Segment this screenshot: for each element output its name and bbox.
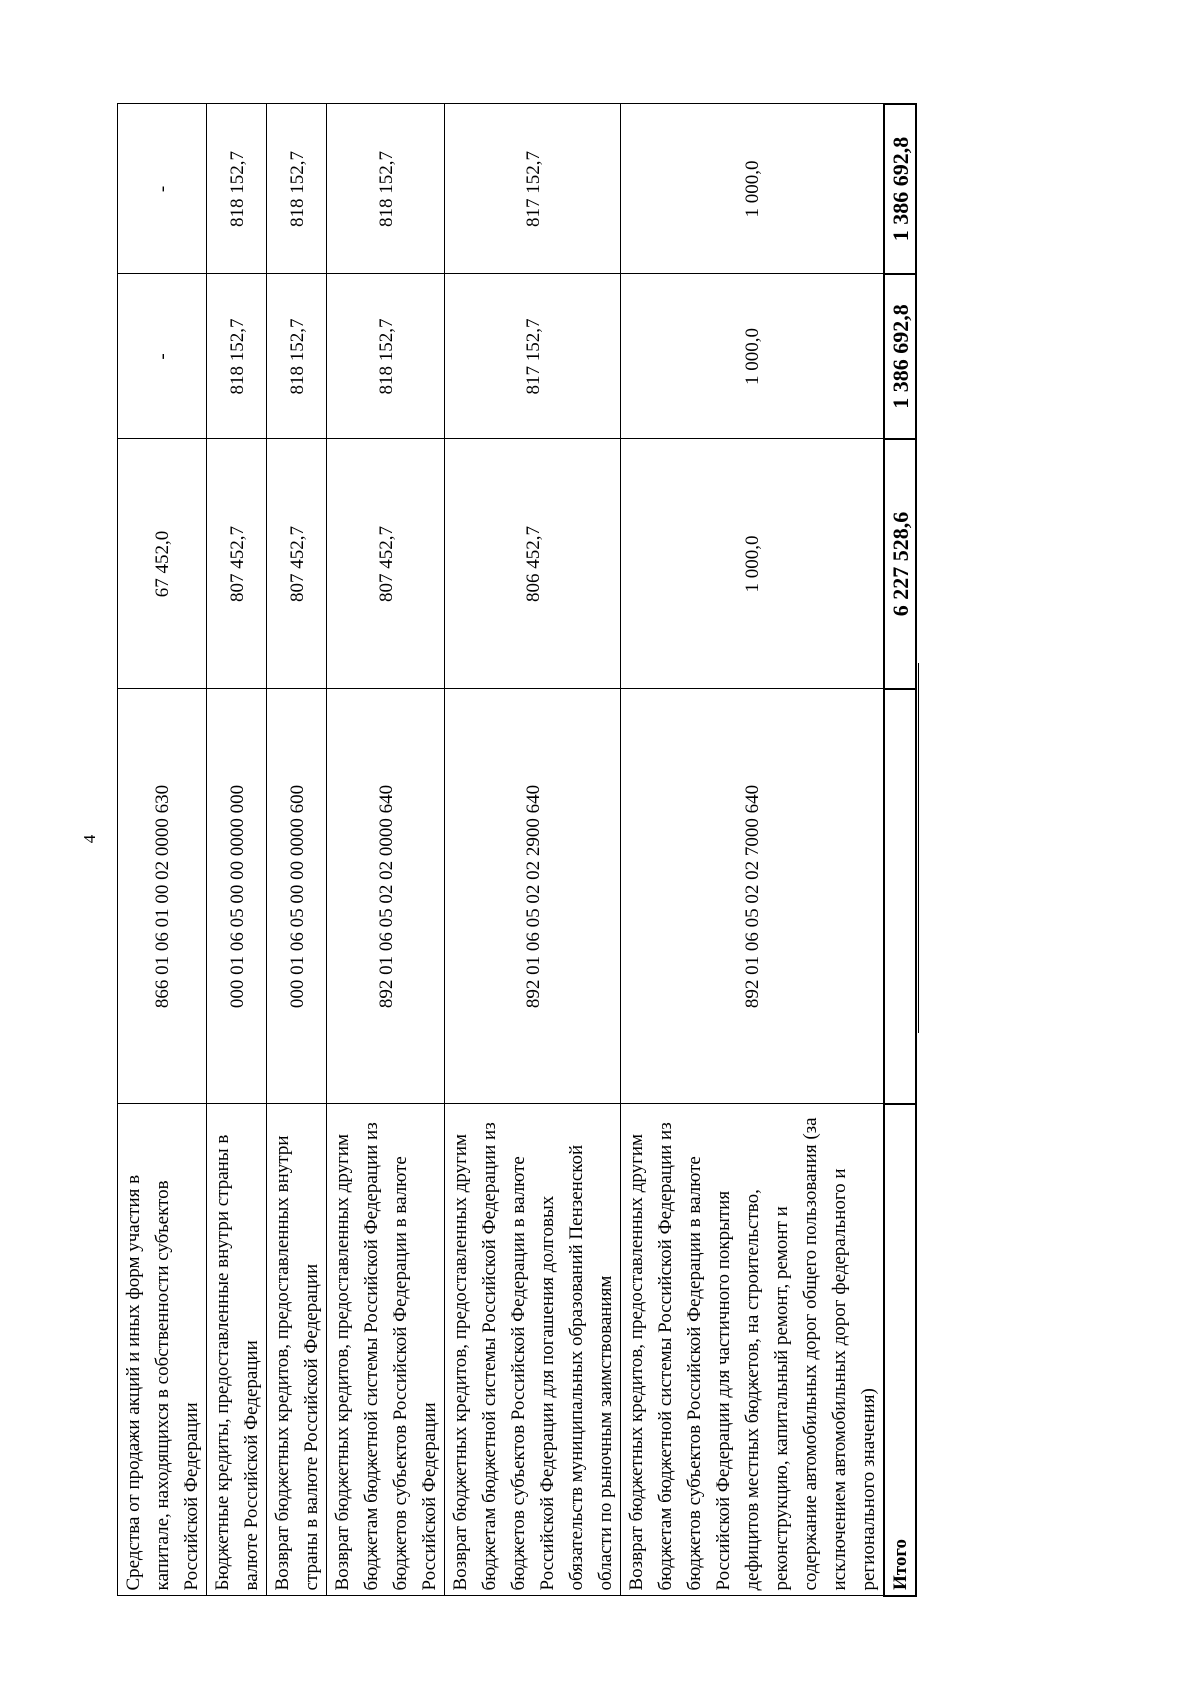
row-description: Бюджетные кредиты, предоставленные внутри страны в валюте Российской Федерации (207, 1104, 267, 1596)
table-row (445, 104, 621, 1596)
total-value-2: 1 386 692,8 (884, 274, 916, 439)
row-value-3: - (118, 104, 207, 274)
total-value-1: 6 227 528,6 (884, 439, 916, 689)
row-value-3: 817 152,7 (445, 104, 621, 274)
row-value-3: 818 152,7 (267, 104, 327, 274)
page-number: 4 (80, 834, 99, 844)
row-description: Средства от продажи акций и иных форм участия в капитале, находящихся в собственности субъектов Российской Федерации (118, 1104, 207, 1596)
row-value-3: 1 000,0 (621, 104, 885, 274)
table-row (327, 104, 445, 1596)
row-value-2: 1 000,0 (621, 274, 885, 439)
row-description: Возврат бюджетных кредитов, предоставленных другим бюджетам бюджетной системы Российской Федерации из бюджетов субъектов Российской Федерации в валюте Российской Федерации для частичного покрытия дефицитов местных бюджетов, на строительство, реконструкцию, капитальный ремонт, ремонт и содержание автомобильных дорог общего пользования (за исключением автомобильных дорог федерального и регионального значения) (621, 1104, 885, 1596)
row-budget-code: 000 01 06 05 00 00 0000 600 (267, 689, 327, 1104)
row-budget-code: 892 01 06 05 02 02 2900 640 (445, 689, 621, 1104)
row-description: Возврат бюджетных кредитов, предоставленных внутри страны в валюте Российской Федерации (267, 1104, 327, 1596)
row-value-2: 817 152,7 (445, 274, 621, 439)
table-row (267, 104, 327, 1596)
row-value-3: 818 152,7 (207, 104, 267, 274)
table-row (207, 104, 267, 1596)
row-value-2: 818 152,7 (207, 274, 267, 439)
row-value-1: 1 000,0 (621, 439, 885, 689)
row-description: Возврат бюджетных кредитов, предоставленных другим бюджетам бюджетной системы Российской Федерации из бюджетов субъектов Российской Федерации в валюте Российской Федерации для погашения долговых обязательств муниципальных образований Пензенской области по рыночным заимствованиям (445, 1104, 621, 1596)
end-separator-line (918, 663, 919, 1033)
row-budget-code: 000 01 06 05 00 00 0000 000 (207, 689, 267, 1104)
row-value-1: 67 452,0 (118, 439, 207, 689)
row-value-1: 807 452,7 (327, 439, 445, 689)
row-value-2: - (118, 274, 207, 439)
total-code (884, 689, 916, 1104)
total-row (884, 104, 916, 1596)
row-value-1: 807 452,7 (267, 439, 327, 689)
total-value-3: 1 386 692,8 (884, 104, 916, 274)
row-value-3: 818 152,7 (327, 104, 445, 274)
row-budget-code: 866 01 06 01 00 02 0000 630 (118, 689, 207, 1104)
row-budget-code: 892 01 06 05 02 02 7000 640 (621, 689, 885, 1104)
total-label: Итого (884, 1104, 916, 1596)
row-value-1: 807 452,7 (207, 439, 267, 689)
row-description: Возврат бюджетных кредитов, предоставленных другим бюджетам бюджетной системы Российской Федерации из бюджетов субъектов Российской Федерации в валюте Российской Федерации (327, 1104, 445, 1596)
row-value-2: 818 152,7 (267, 274, 327, 439)
row-budget-code: 892 01 06 05 02 02 0000 640 (327, 689, 445, 1104)
budget-sources-table (117, 103, 917, 1597)
table-row (118, 104, 207, 1596)
row-value-1: 806 452,7 (445, 439, 621, 689)
table-row (621, 104, 885, 1596)
row-value-2: 818 152,7 (327, 274, 445, 439)
